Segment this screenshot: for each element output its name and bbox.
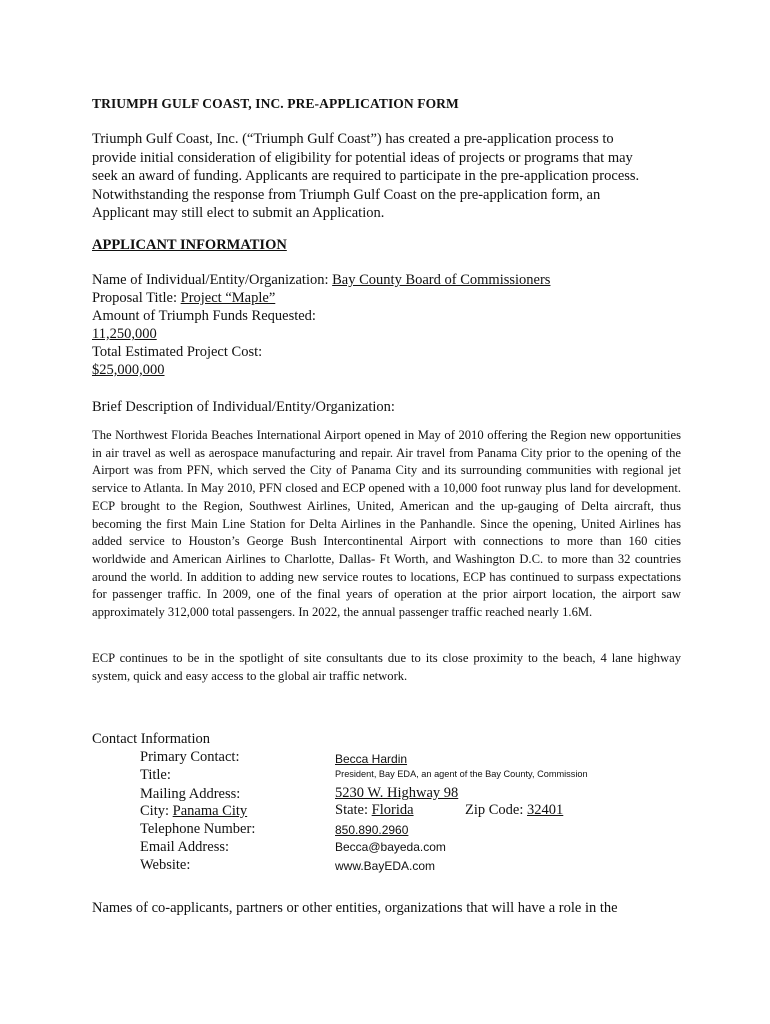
state-field <box>335 802 414 819</box>
mailing-value[interactable]: 5230 W. Highway 98 <box>335 785 459 801</box>
title-label: Title: <box>140 767 171 783</box>
primary-contact-label: Primary Contact: <box>140 749 240 765</box>
phone-value[interactable]: 850.890.2960 <box>335 823 409 837</box>
intro-line: seek an award of funding. Applicants are required to participate in the pre-application process. <box>92 168 640 185</box>
cost-value[interactable]: $25,000,000 <box>92 362 165 378</box>
intro-paragraph <box>92 130 672 223</box>
funds-value[interactable]: 11,250,000 <box>92 326 157 342</box>
city-value[interactable]: Panama City <box>172 803 248 819</box>
email-value[interactable]: Becca@bayeda.com <box>335 840 446 854</box>
name-field <box>92 272 550 289</box>
co-applicants-prompt: Names of co-applicants, partners or other entities, organizations that will have a role in the <box>92 900 618 916</box>
intro-line: Notwithstanding the response from Triumph Gulf Coast on the pre-application form, an <box>92 186 601 203</box>
proposal-value[interactable]: Project “Maple” <box>180 290 276 306</box>
description-paragraph-2[interactable]: ECP continues to be in the spotlight of site consultants due to its close proximity to the beach, 4 lane highway system, quick and easy access to the global air traffic network. <box>92 651 681 683</box>
city-label: City: <box>140 803 173 819</box>
proposal-field <box>92 290 275 307</box>
phone-label: Telephone Number: <box>140 821 256 837</box>
description-paragraph-1[interactable]: The Northwest Florida Beaches International Airport opened in May of 2010 offering the Region new opportunities in air travel as well as aerospace manufacturing and repair. Air travel from Panama City prior to the opening of the Airport was from PFN, which served the City of Panama City and its surrounding communities with regional jet service to Atlanta. In May 2010, PFN closed and ECP opened with a 10,000 foot runway plus land for development. ECP brought to the Region, Southwest Airlines, United, American and the up-gauging of Delta aircraft, thus becoming the first Main Line Station for Delta Airlines in the Panhandle. Since the opening, United Airlines has added service to Houston’s George Bush Intercontinental Airport with connections to more than 160 cities worldwide and American Airlines to Charlotte, Dallas- Ft Worth, and Washington D.C. to more than 32 countries around the world. In addition to adding new service routes to locations, ECP has continued to surpass expectations for passenger traffic. In 2009, one of the final years of operation at the prior airport location, the airport saw approximately 312,000 total passengers. In 2022, the annual passenger traffic reached nearly 1.6M. <box>92 428 681 620</box>
contact-heading: Contact Information <box>92 731 210 747</box>
name-value[interactable]: Bay County Board of Commissioners <box>332 272 551 288</box>
website-label: Website: <box>140 857 191 873</box>
website-value[interactable]: www.BayEDA.com <box>335 859 436 873</box>
intro-line: Triumph Gulf Coast, Inc. (“Triumph Gulf Coast”) has created a pre-application process to <box>92 131 614 147</box>
zip-value[interactable]: 32401 <box>527 802 564 818</box>
applicant-section-title: APPLICANT INFORMATION <box>92 237 287 253</box>
name-label: Name of Individual/Entity/Organization: <box>92 272 333 288</box>
email-label: Email Address: <box>140 839 230 855</box>
form-title: TRIUMPH GULF COAST, INC. PRE-APPLICATION FORM <box>92 96 459 111</box>
intro-line: provide initial consideration of eligibility for potential ideas of projects or programs that may <box>92 149 633 166</box>
zip-label: Zip Code: <box>465 802 528 818</box>
description-heading: Brief Description of Individual/Entity/Organization: <box>92 399 395 415</box>
cost-label: Total Estimated Project Cost: <box>92 344 263 360</box>
primary-contact-value[interactable]: Becca Hardin <box>335 752 408 766</box>
state-value[interactable]: Florida <box>371 802 414 818</box>
city-field <box>140 803 247 820</box>
title-value[interactable]: President, Bay EDA, an agent of the Bay County, Commission <box>335 769 588 779</box>
proposal-label: Proposal Title: <box>92 290 181 306</box>
funds-label: Amount of Triumph Funds Requested: <box>92 308 316 324</box>
state-label: State: <box>335 802 372 818</box>
intro-line: Applicant may still elect to submit an Application. <box>92 205 385 222</box>
mailing-label: Mailing Address: <box>140 786 241 802</box>
zip-field <box>465 802 563 819</box>
